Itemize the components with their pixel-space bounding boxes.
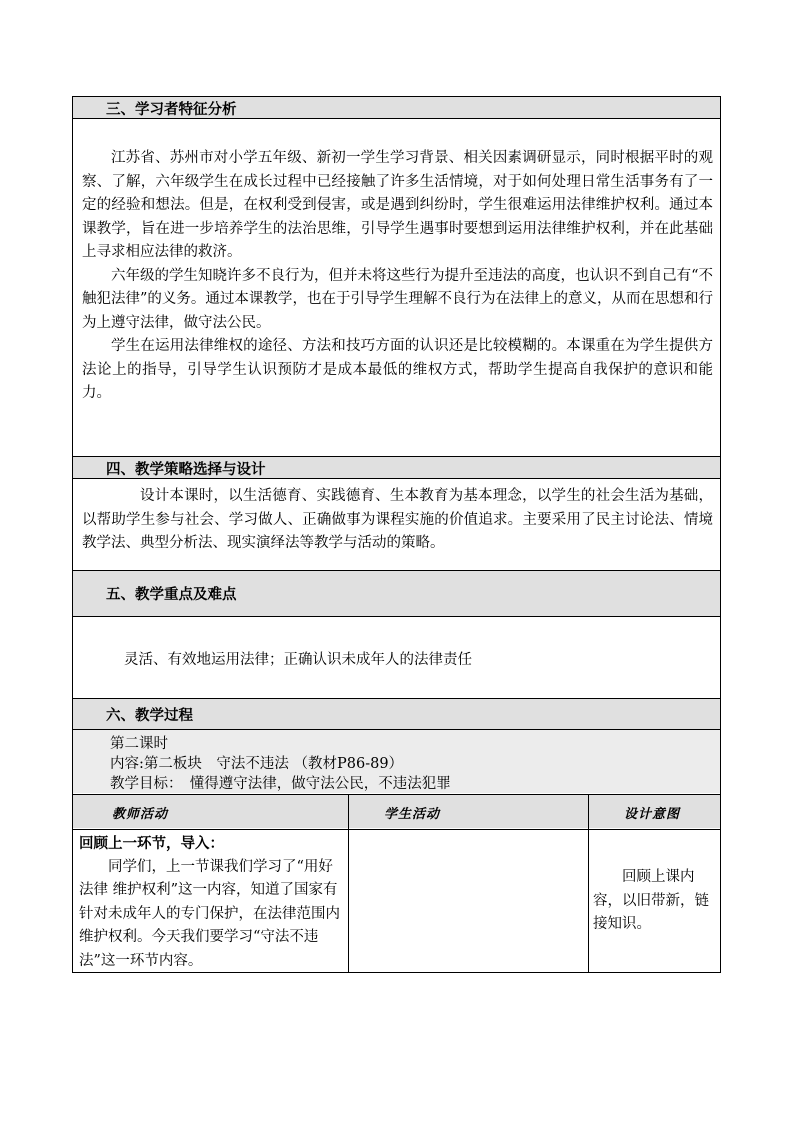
column-divider (348, 794, 349, 973)
section-3-paragraph-2: 六年级的学生知晓许多不良行为，但并未将这些行为提升至违法的高度，也认识不到自己有“不触犯法律”的义务。通过本课教学，也在于引导学生理解不良行为在法律上的意义，从而在思想和行为上遵守法律，做守法公民。 (82, 267, 713, 331)
section-6-title: 六、教学过程 (106, 707, 193, 724)
rule (72, 794, 721, 795)
rule (72, 570, 721, 571)
rule (72, 729, 721, 730)
section-3-paragraph-1: 江苏省、苏州市对小学五年级、新初一学生学习背景、相关因素调研显示，同时根据平时的观察、了解，六年级学生在成长过程中已经接触了许多生活情境，对于如何处理日常生活事务有了一定的经验和想法。但是，在权利受到侵害，或是遇到纠纷时，学生很难运用法律维护权利。通过本课教学，旨在进一步培养学生的法治思维，引导学生遇事时要想到运用法律维护权利，并在此基础上寻求相应法律的救济。 (82, 150, 713, 260)
section-3-title: 三、学习者特征分析 (106, 101, 237, 118)
header-teacher-activity: 教师活动 (112, 807, 169, 822)
teacher-activity-text: 同学们，上一节课我们学习了“用好法律 维护权利”这一内容，知道了国家有针对未成年人的专门保护，在法律范围内维护权利。今天我们要学习“守法不违法”这一环节内容。 (79, 858, 340, 969)
lesson-content: 内容:第二板块 守法不违法 （教材P86-89） (110, 756, 404, 772)
column-divider (588, 794, 589, 973)
lesson-goal: 教学目标： 懂得遵守法律，做守法公民，不违法犯罪 (110, 776, 451, 792)
teacher-activity-cell (79, 832, 345, 973)
section-4-body (82, 485, 713, 556)
header-design-intent: 设计意图 (624, 807, 681, 822)
rule (72, 616, 721, 617)
section-5-title: 五、教学重点及难点 (106, 586, 237, 603)
header-student-activity: 学生活动 (384, 807, 441, 822)
rule (72, 456, 721, 457)
section-3-paragraph-3: 学生在运用法律维权的途径、方法和技巧方面的认识还是比较模糊的。本课重在为学生提供方法论上的指导，引导学生认识预防才是成本最低的维权方式，帮助学生提高自我保护的意识和能力。 (82, 338, 713, 401)
rule (72, 829, 721, 830)
section-3-body (82, 147, 713, 406)
section-4-paragraph: 设计本课时，以生活德育、实践德育、生本教育为基本理念，以学生的社会生活为基础，以帮助学生参与社会、学习做人、正确做事为课程实施的价值追求。主要采用了民主讨论法、情境教学法、典型分析法、现实演绎法等教学与活动的策略。 (82, 488, 713, 551)
design-intent-cell (593, 866, 715, 937)
section-4-title: 四、教学策略选择与设计 (106, 461, 266, 478)
rule (72, 698, 721, 699)
section-5-text: 灵活、有效地运用法律；正确认识未成年人的法律责任 (124, 652, 472, 668)
design-intent-text: 回顾上课内容，以旧带新，链接知识。 (593, 869, 709, 932)
lesson-label: 第二课时 (110, 736, 168, 752)
teacher-activity-title: 回顾上一环节，导入： (79, 835, 224, 852)
